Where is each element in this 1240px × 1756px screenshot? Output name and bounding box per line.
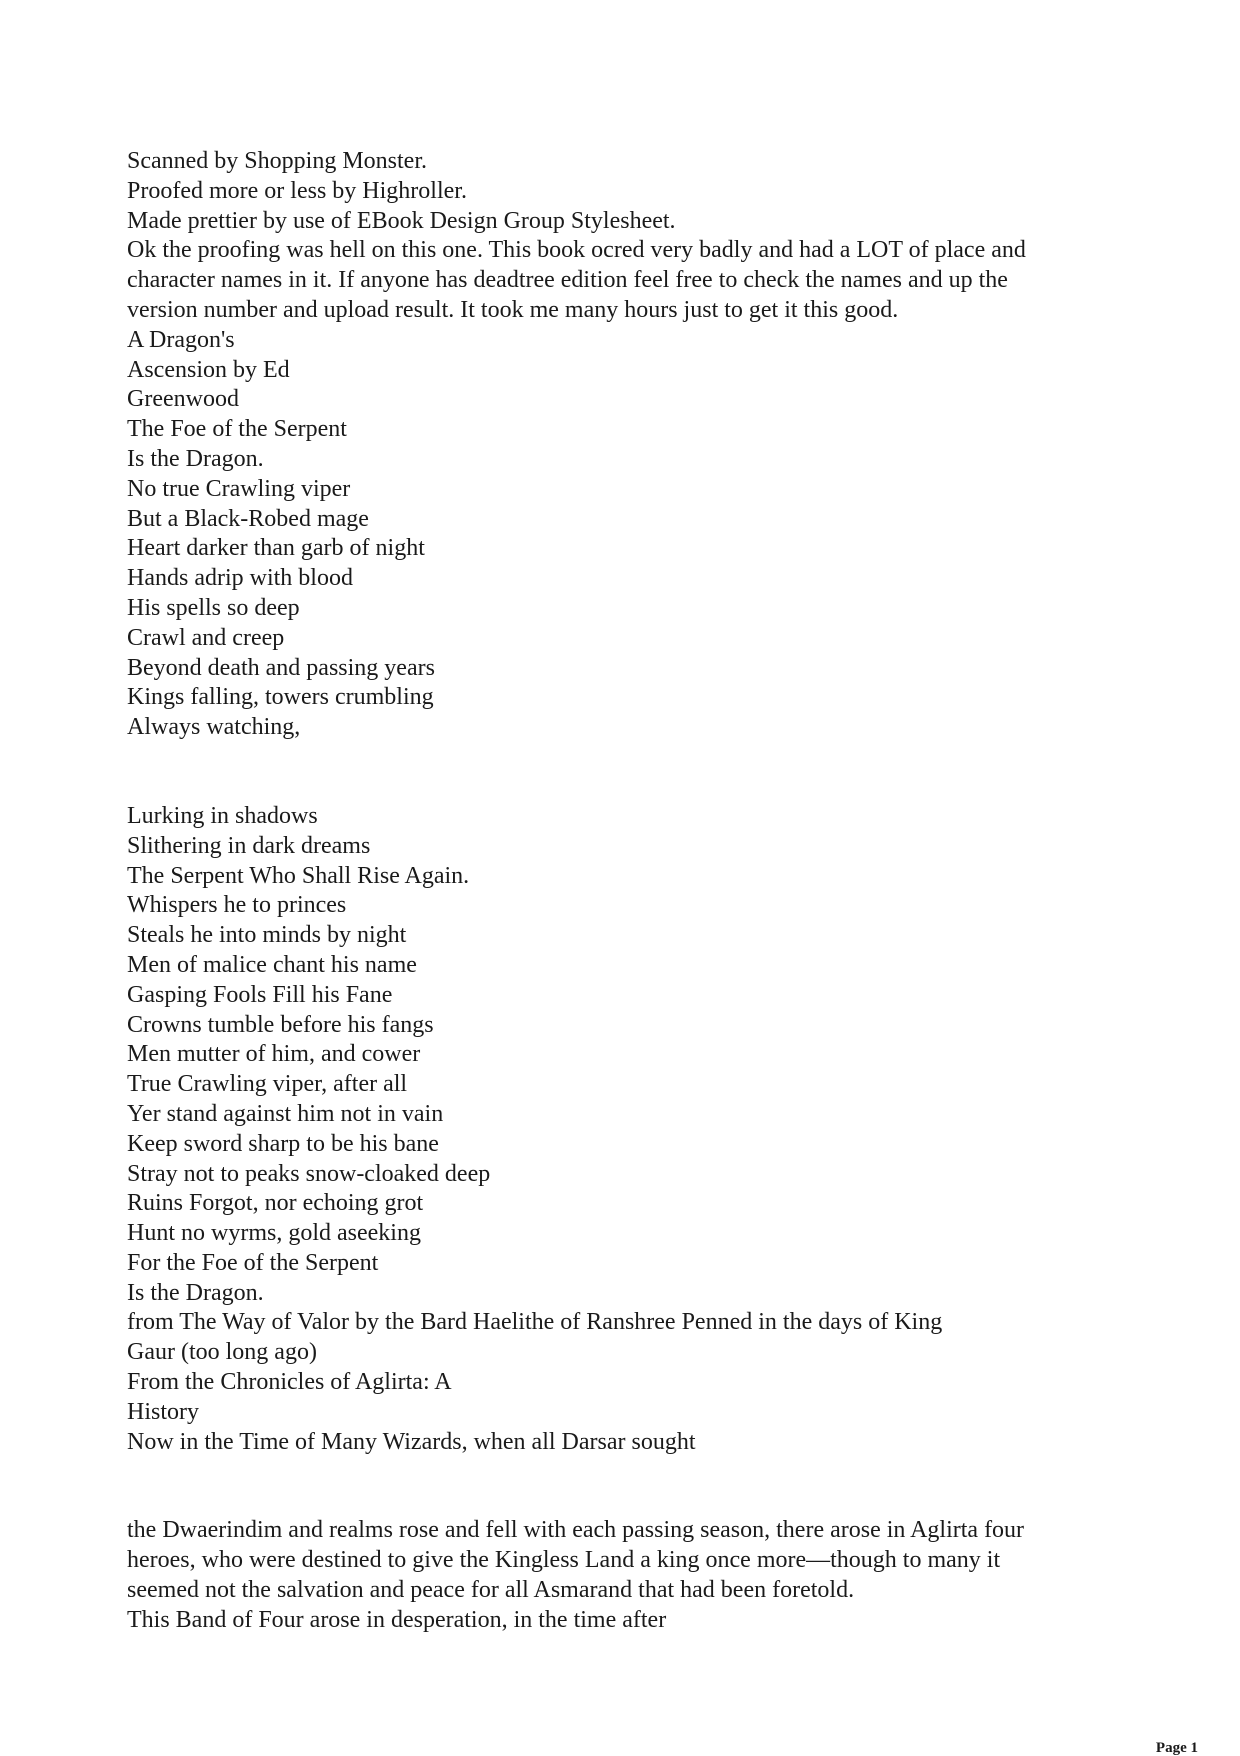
text-line: From the Chronicles of Aglirta: A bbox=[127, 1369, 452, 1396]
text-line: Hunt no wyrms, gold aseeking bbox=[127, 1220, 421, 1247]
text-line: Ok the proofing was hell on this one. This book ocred very badly and had a LOT of place and bbox=[127, 237, 1026, 264]
text-line: Is the Dragon. bbox=[127, 1279, 264, 1306]
text-line: Crawl and creep bbox=[127, 624, 285, 651]
text-line: Greenwood bbox=[127, 386, 239, 413]
text-line: But a Black-Robed mage bbox=[127, 505, 369, 532]
text-line: A Dragon's bbox=[127, 326, 235, 353]
text-line: Gaur (too long ago) bbox=[127, 1339, 317, 1366]
text-line: The Serpent Who Shall Rise Again. bbox=[127, 862, 470, 889]
text-line: Crowns tumble before his fangs bbox=[127, 1011, 434, 1038]
text-line: the Dwaerindim and realms rose and fell with each passing season, there arose in Aglirta four bbox=[127, 1517, 1025, 1544]
text-block-2 bbox=[127, 802, 1127, 1458]
text-line: Is the Dragon. bbox=[127, 445, 264, 472]
text-line: Always watching, bbox=[127, 714, 301, 741]
text-line: Beyond death and passing years bbox=[127, 654, 435, 681]
text-line: Ruins Forgot, nor echoing grot bbox=[127, 1190, 424, 1217]
text-line: Proofed more or less by Highroller. bbox=[127, 177, 467, 204]
text-line: Whispers he to princes bbox=[127, 892, 347, 919]
text-line: Kings falling, towers crumbling bbox=[127, 684, 434, 711]
page-number: Page 1 bbox=[1155, 1740, 1198, 1756]
text-line: Heart darker than garb of night bbox=[127, 535, 425, 562]
text-line: Now in the Time of Many Wizards, when all Darsar sought bbox=[127, 1428, 696, 1455]
text-block-1 bbox=[127, 147, 1127, 743]
block-spacer bbox=[127, 1457, 1127, 1516]
text-line: Men mutter of him, and cower bbox=[127, 1041, 421, 1068]
text-line: Gasping Fools Fill his Fane bbox=[127, 981, 393, 1008]
text-line: No true Crawling viper bbox=[127, 475, 351, 502]
text-line: Slithering in dark dreams bbox=[127, 832, 371, 859]
text-line: History bbox=[127, 1398, 199, 1425]
text-line: Keep sword sharp to be his bane bbox=[127, 1130, 439, 1157]
text-line: Made prettier by use of EBook Design Group Stylesheet. bbox=[127, 207, 676, 234]
text-line: Men of malice chant his name bbox=[127, 951, 417, 978]
text-line: Ascension by Ed bbox=[127, 356, 290, 383]
document-body bbox=[127, 147, 1127, 1636]
text-line: This Band of Four arose in desperation, in the time after bbox=[127, 1606, 667, 1633]
text-line: For the Foe of the Serpent bbox=[127, 1249, 379, 1276]
text-line: from The Way of Valor by the Bard Haelithe of Ranshree Penned in the days of King bbox=[127, 1309, 943, 1336]
text-line: seemed not the salvation and peace for all Asmarand that had been foretold. bbox=[127, 1577, 855, 1604]
text-line: The Foe of the Serpent bbox=[127, 416, 347, 443]
text-line: character names in it. If anyone has deadtree edition feel free to check the names and up the bbox=[127, 267, 1008, 294]
text-line: Lurking in shadows bbox=[127, 802, 318, 829]
text-line: Hands adrip with blood bbox=[127, 565, 353, 592]
text-line: His spells so deep bbox=[127, 594, 300, 621]
text-block-3 bbox=[127, 1516, 1127, 1635]
text-line: Stray not to peaks snow-cloaked deep bbox=[127, 1160, 491, 1187]
text-line: True Crawling viper, after all bbox=[127, 1071, 408, 1098]
text-line: Steals he into minds by night bbox=[127, 922, 407, 949]
text-line: Yer stand against him not in vain bbox=[127, 1100, 444, 1127]
text-line: version number and upload result. It took me many hours just to get it this good. bbox=[127, 296, 899, 323]
text-line: Scanned by Shopping Monster. bbox=[127, 148, 427, 174]
block-spacer bbox=[127, 743, 1127, 802]
text-line: heroes, who were destined to give the Kingless Land a king once more—though to many it bbox=[127, 1547, 1001, 1574]
